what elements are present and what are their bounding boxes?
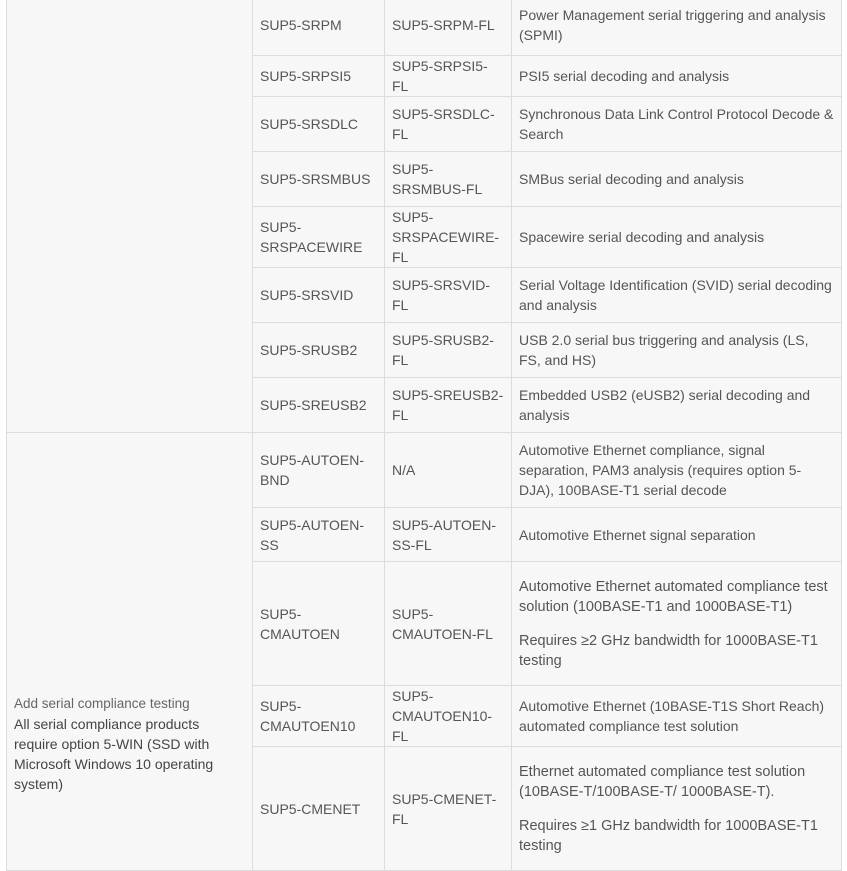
- part-number: SUP5-CMENET: [253, 747, 385, 871]
- description: Power Management serial triggering and analysis (SPMI): [512, 0, 842, 56]
- description: PSI5 serial decoding and analysis: [512, 56, 842, 97]
- part-number: SUP5-AUTOEN-SS: [253, 508, 385, 562]
- floating-license: SUP5-SRSMBUS-FL: [385, 152, 512, 207]
- description: Automotive Ethernet (10BASE-T1S Short Reach) automated compliance test solution: [512, 686, 842, 747]
- part-number: SUP5-SRSDLC: [253, 97, 385, 152]
- description: [512, 747, 842, 871]
- section-note: All serial compliance products require option 5-WIN (SSD with Microsoft Windows 10 operating system): [14, 716, 214, 792]
- description: USB 2.0 serial bus triggering and analysis (LS, FS, and HS): [512, 323, 842, 378]
- description: Serial Voltage Identification (SVID) serial decoding and analysis: [512, 268, 842, 323]
- floating-license: SUP5-SREUSB2-FL: [385, 378, 512, 433]
- part-number: SUP5-CMAUTOEN10: [253, 686, 385, 747]
- floating-license: SUP5-SRSPACEWIRE-FL: [385, 207, 512, 268]
- part-number: SUP5-SRSPACEWIRE: [253, 207, 385, 268]
- description: Spacewire serial decoding and analysis: [512, 207, 842, 268]
- part-number: SUP5-CMAUTOEN: [253, 562, 385, 686]
- section-label-cell: [7, 433, 253, 871]
- part-number: SUP5-SRSVID: [253, 268, 385, 323]
- options-table: [6, 0, 842, 871]
- description: [512, 562, 842, 686]
- section-title: Add serial compliance testing: [14, 696, 190, 711]
- table-row: [7, 0, 842, 56]
- section-label-cell: [7, 0, 253, 433]
- description: Synchronous Data Link Control Protocol Decode & Search: [512, 97, 842, 152]
- description-main: Automotive Ethernet automated compliance test solution (100BASE-T1 and 1000BASE-T1): [519, 578, 828, 615]
- part-number: SUP5-SRPSI5: [253, 56, 385, 97]
- part-number: SUP5-SREUSB2: [253, 378, 385, 433]
- description-main: Ethernet automated compliance test solution (10BASE-T/100BASE-T/ 1000BASE-T).: [519, 763, 806, 800]
- description: Automotive Ethernet compliance, signal separation, PAM3 analysis (requires option 5-DJA), 100BASE-T1 serial decode: [512, 433, 842, 508]
- floating-license: N/A: [385, 433, 512, 508]
- description-requirement: Requires ≥1 GHz bandwidth for 1000BASE-T1 testing: [519, 817, 818, 854]
- part-number: SUP5-SRSMBUS: [253, 152, 385, 207]
- description: Embedded USB2 (eUSB2) serial decoding and analysis: [512, 378, 842, 433]
- part-number: SUP5-SRUSB2: [253, 323, 385, 378]
- floating-license: SUP5-CMAUTOEN-FL: [385, 562, 512, 686]
- floating-license: SUP5-SRPSI5-FL: [385, 56, 512, 97]
- floating-license: SUP5-CMAUTOEN10-FL: [385, 686, 512, 747]
- floating-license: SUP5-SRSDLC-FL: [385, 97, 512, 152]
- part-number: SUP5-SRPM: [253, 0, 385, 56]
- part-number: SUP5-AUTOEN-BND: [253, 433, 385, 508]
- floating-license: SUP5-SRSVID-FL: [385, 268, 512, 323]
- floating-license: SUP5-SRUSB2-FL: [385, 323, 512, 378]
- description: Automotive Ethernet signal separation: [512, 508, 842, 562]
- table-row: [7, 433, 842, 508]
- description-requirement: Requires ≥2 GHz bandwidth for 1000BASE-T1 testing: [519, 632, 818, 669]
- floating-license: SUP5-AUTOEN-SS-FL: [385, 508, 512, 562]
- floating-license: SUP5-CMENET-FL: [385, 747, 512, 871]
- floating-license: SUP5-SRPM-FL: [385, 0, 512, 56]
- description: SMBus serial decoding and analysis: [512, 152, 842, 207]
